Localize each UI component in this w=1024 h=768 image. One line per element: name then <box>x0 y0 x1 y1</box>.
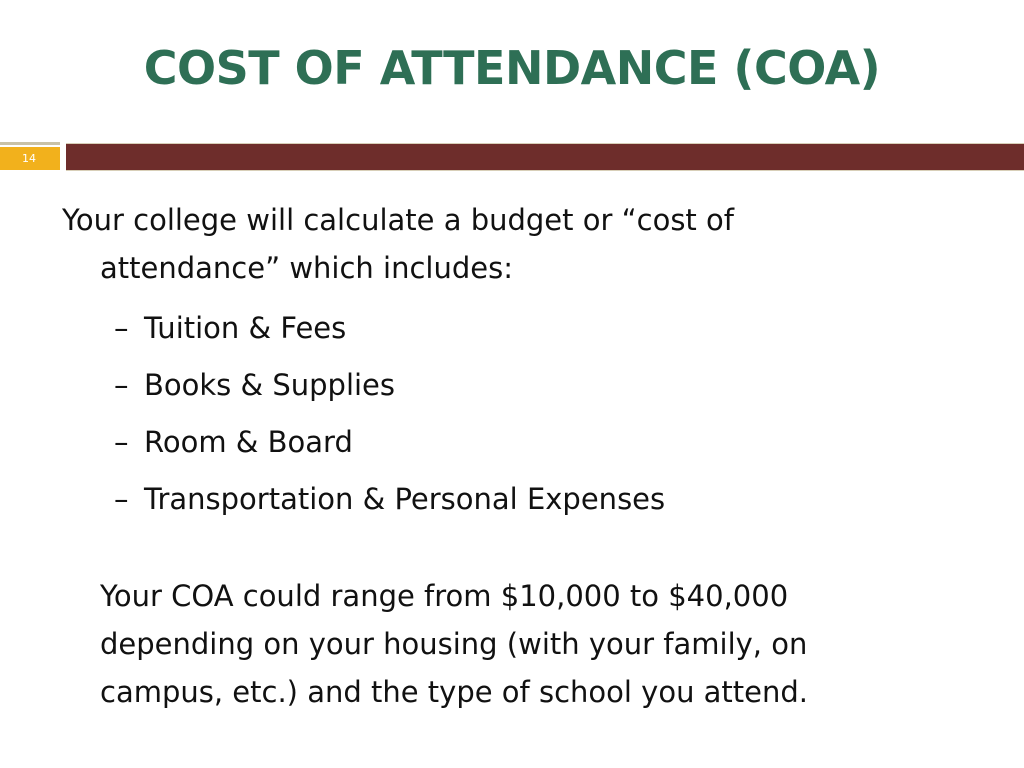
accent-bar <box>66 144 1024 170</box>
list-item-label: Transportation & Personal Expenses <box>144 482 666 516</box>
list-item <box>114 300 992 357</box>
list-item <box>114 357 992 414</box>
slide-title: COST OF ATTENDANCE (COA) <box>143 41 881 95</box>
list-item-label: Tuition & Fees <box>144 311 347 345</box>
list-item <box>114 471 992 528</box>
cost-items-list <box>62 300 992 528</box>
list-item-label: Room & Board <box>144 425 353 459</box>
closing-text: Your COA could range from $10,000 to $40,000 depending on your housing (with your family, on campus, etc.) and the type of school you attend. <box>100 579 809 709</box>
slide-body <box>62 196 992 716</box>
dash-bullet: – <box>114 482 129 516</box>
list-item-label: Books & Supplies <box>144 368 396 402</box>
intro-text: Your college will calculate a budget or “cost of attendance” which includes: <box>62 203 734 285</box>
dash-bullet: – <box>114 425 129 459</box>
dash-bullet: – <box>114 368 129 402</box>
dash-bullet: – <box>114 311 129 345</box>
list-item <box>114 414 992 471</box>
header-rule <box>0 142 1024 172</box>
slide-number-badge: 14 <box>0 147 60 170</box>
slide-number-top-rule <box>0 142 60 145</box>
